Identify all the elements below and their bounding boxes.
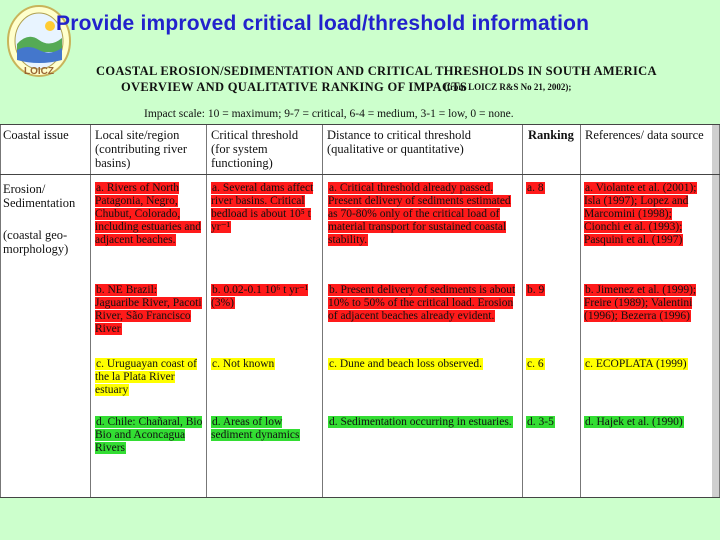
header-ranking: Ranking (528, 128, 574, 142)
table-row-a-ranking: a. 8 (527, 182, 544, 194)
document-subtitle: OVERVIEW AND QUALITATIVE RANKING OF IMPACTS (121, 80, 468, 94)
table-row-b-distance: b. Present delivery of sediments is about 10% to 50% of the critical load. Erosion of adjacent beaches already evident. (328, 284, 516, 322)
table-row-c-ranking: c. 6 (527, 358, 544, 370)
table-row-d-distance: d. Sedimentation occurring in estuaries. (329, 416, 512, 428)
table-row-d-threshold: d. Areas of low sediment dynamics (211, 416, 300, 441)
issue-erosion: Erosion/ Sedimentation (3, 182, 76, 210)
thresholds-table (0, 124, 720, 498)
header-distance: Distance to critical threshold (qualitative or quantitative) (327, 128, 472, 156)
table-row-b-site: b. NE Brazil: Jaguaribe River, Pacoti River, São Francisco River (95, 284, 202, 335)
issue-geomorphology: (coastal geo-morphology) (3, 228, 69, 256)
table-row-a-site: a. Rivers of North Patagonia, Negro, Chubut, Colorado, including estuaries and adjacent beaches. (95, 182, 202, 246)
header-local-site: Local site/region (contributing river basins) (95, 128, 187, 170)
table-row-c-distance: c. Dune and beach loss observed. (329, 358, 482, 370)
table-row-b-refs: b. Jimenez et al. (1999); Freire (1989); Valentini (1996); Bezerra (1996) (584, 284, 697, 322)
document-source: (from LOICZ R&S No 21, 2002); (444, 82, 572, 92)
slide-title: Provide improved critical load/threshold information (56, 12, 590, 35)
table-row-d-ranking: d. 3-5 (527, 416, 554, 428)
table-row-b-threshold: b. 0.02-0.1 10⁶ t yr⁻¹ (3%) (211, 284, 309, 309)
table-row-c-threshold: c. Not known (212, 358, 275, 370)
header-coastal-issue: Coastal issue (3, 128, 69, 142)
impact-scale: Impact scale: 10 = maximum; 9-7 = critical, 6-4 = medium, 3-1 = low, 0 = none. (144, 108, 514, 120)
table-row-a-refs: a. Violante et al. (2001); Isla (1997); Lopez and Marcomini (1998); Cionchi et al. (1993); Pasquini et al. (1997) (584, 182, 697, 246)
header-critical-threshold: Critical threshold (for system functioning) (211, 128, 299, 170)
table-row-a-distance: a. Critical threshold already passed. Present delivery of sediments estimated as 70-80% only of the critical load of material transport for sustained coastal stability. (328, 182, 511, 246)
header-references: References/ data source (585, 128, 704, 142)
table-row-d-site: d. Chile: Chañaral, Bio Bio and Aconcagua Rivers (95, 416, 203, 454)
document-title: COASTAL EROSION/SEDIMENTATION AND CRITICAL THRESHOLDS IN SOUTH AMERICA (96, 64, 657, 78)
table-row-a-threshold: a. Several dams affect river basins. Critical bedload is about 10⁵ t yr⁻¹ (211, 182, 314, 233)
table-row-d-refs: d. Hajek et al. (1990) (585, 416, 683, 428)
table-row-b-ranking: b. 9 (527, 284, 545, 296)
table-row-c-site: c. Uruguayan coast of the la Plata River estuary (95, 358, 197, 396)
svg-text:LOICZ: LOICZ (24, 66, 54, 77)
table-row-c-refs: c. ECOPLATA (1999) (585, 358, 687, 370)
